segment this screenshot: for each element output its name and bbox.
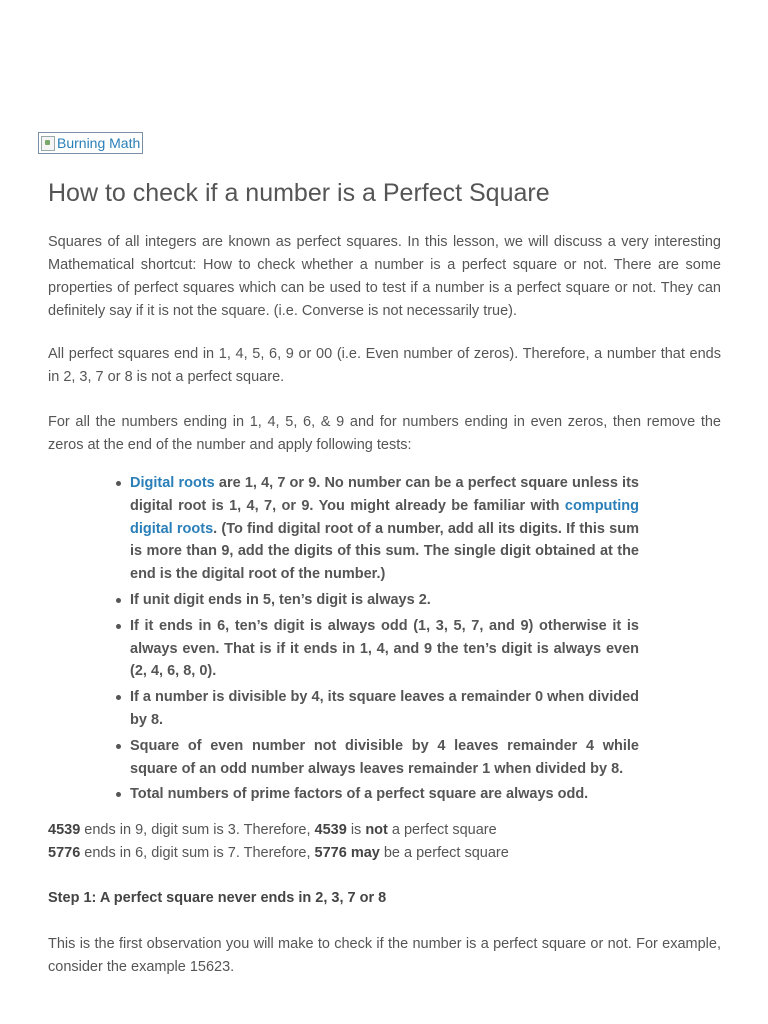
list-item (130, 472, 639, 586)
example-number: 5776 (48, 845, 81, 862)
list-item: If it ends in 6, ten’s digit is always odd (1, 3, 5, 7, and 9) otherwise it is always even. That is if it ends in 1, 4, and 9 the ten’s digit is always even (2, 4, 6, 8, 0). (130, 615, 639, 683)
broken-image-icon (41, 136, 55, 151)
example-text: ends in 9, digit sum is 3. Therefore, (80, 822, 315, 839)
example-text: ends in 6, digit sum is 7. Therefore, (80, 845, 315, 862)
example-text: be a perfect square (379, 845, 509, 862)
example-line-2 (48, 842, 721, 865)
list-item: If a number is divisible by 4, its square leaves a remainder 0 when divided by 8. (130, 686, 639, 732)
list-item: If unit digit ends in 5, ten’s digit is always 2. (130, 589, 639, 612)
step-1-paragraph: This is the first observation you will make to check if the number is a perfect square or not. For example, consider the example 15623. (48, 936, 721, 976)
article-body (48, 231, 721, 979)
example-number: 4539 (48, 822, 81, 839)
digital-roots-link[interactable]: Digital roots (130, 475, 215, 491)
step-1-heading: Step 1: A perfect square never ends in 2, 3, 7 or 8 (48, 890, 387, 907)
tests-list (48, 472, 639, 806)
example-number: 4539 (314, 822, 347, 839)
example-line-1 (48, 819, 721, 842)
list-item-text: . (To find digital root of a number, add all its digits. If this sum is more than 9, add the digits of this sum. The single digit obtained at the end is the digital root of the number.) (130, 520, 639, 583)
logo-alt-text: Burning Math (57, 135, 141, 151)
endings-paragraph: All perfect squares end in 1, 4, 5, 6, 9 or 00 (i.e. Even number of zeros). Therefore, a number that ends in 2, 3, 7 or 8 is not a perfect square. (48, 346, 721, 385)
example-number: 5776 may (314, 845, 380, 862)
intro-paragraph: Squares of all integers are known as perfect squares. In this lesson, we will discuss a very interesting Mathematical shortcut: How to check whether a number is a perfect square or not. There are some properties of perfect squares which can be used to test if a number is a perfect square or not. They can definitely say if it is not the square. (i.e. Converse is not necessarily true). (48, 234, 721, 319)
list-item: Total numbers of prime factors of a perfect square are always odd. (130, 783, 639, 806)
list-item: Square of even number not divisible by 4 leaves remainder 4 while square of an odd number always leaves remainder 1 when divided by 8. (130, 735, 639, 781)
example-text: is (346, 822, 366, 839)
tests-intro-paragraph: For all the numbers ending in 1, 4, 5, 6, & 9 and for numbers ending in even zeros, then remove the zeros at the end of the number and apply following tests: (48, 414, 721, 453)
list-item-text: are 1, 4, 7 or 9. No number can be a perfect square unless its digital root is 1, 4, 7, or 9. You might already be familiar with (130, 475, 639, 514)
computing-digital-roots-link[interactable]: computing digital roots (130, 497, 639, 537)
page-title: How to check if a number is a Perfect Square (48, 179, 550, 207)
example-text: a perfect square (387, 822, 497, 839)
example-emphasis: not (365, 822, 388, 839)
site-logo[interactable] (38, 132, 143, 154)
